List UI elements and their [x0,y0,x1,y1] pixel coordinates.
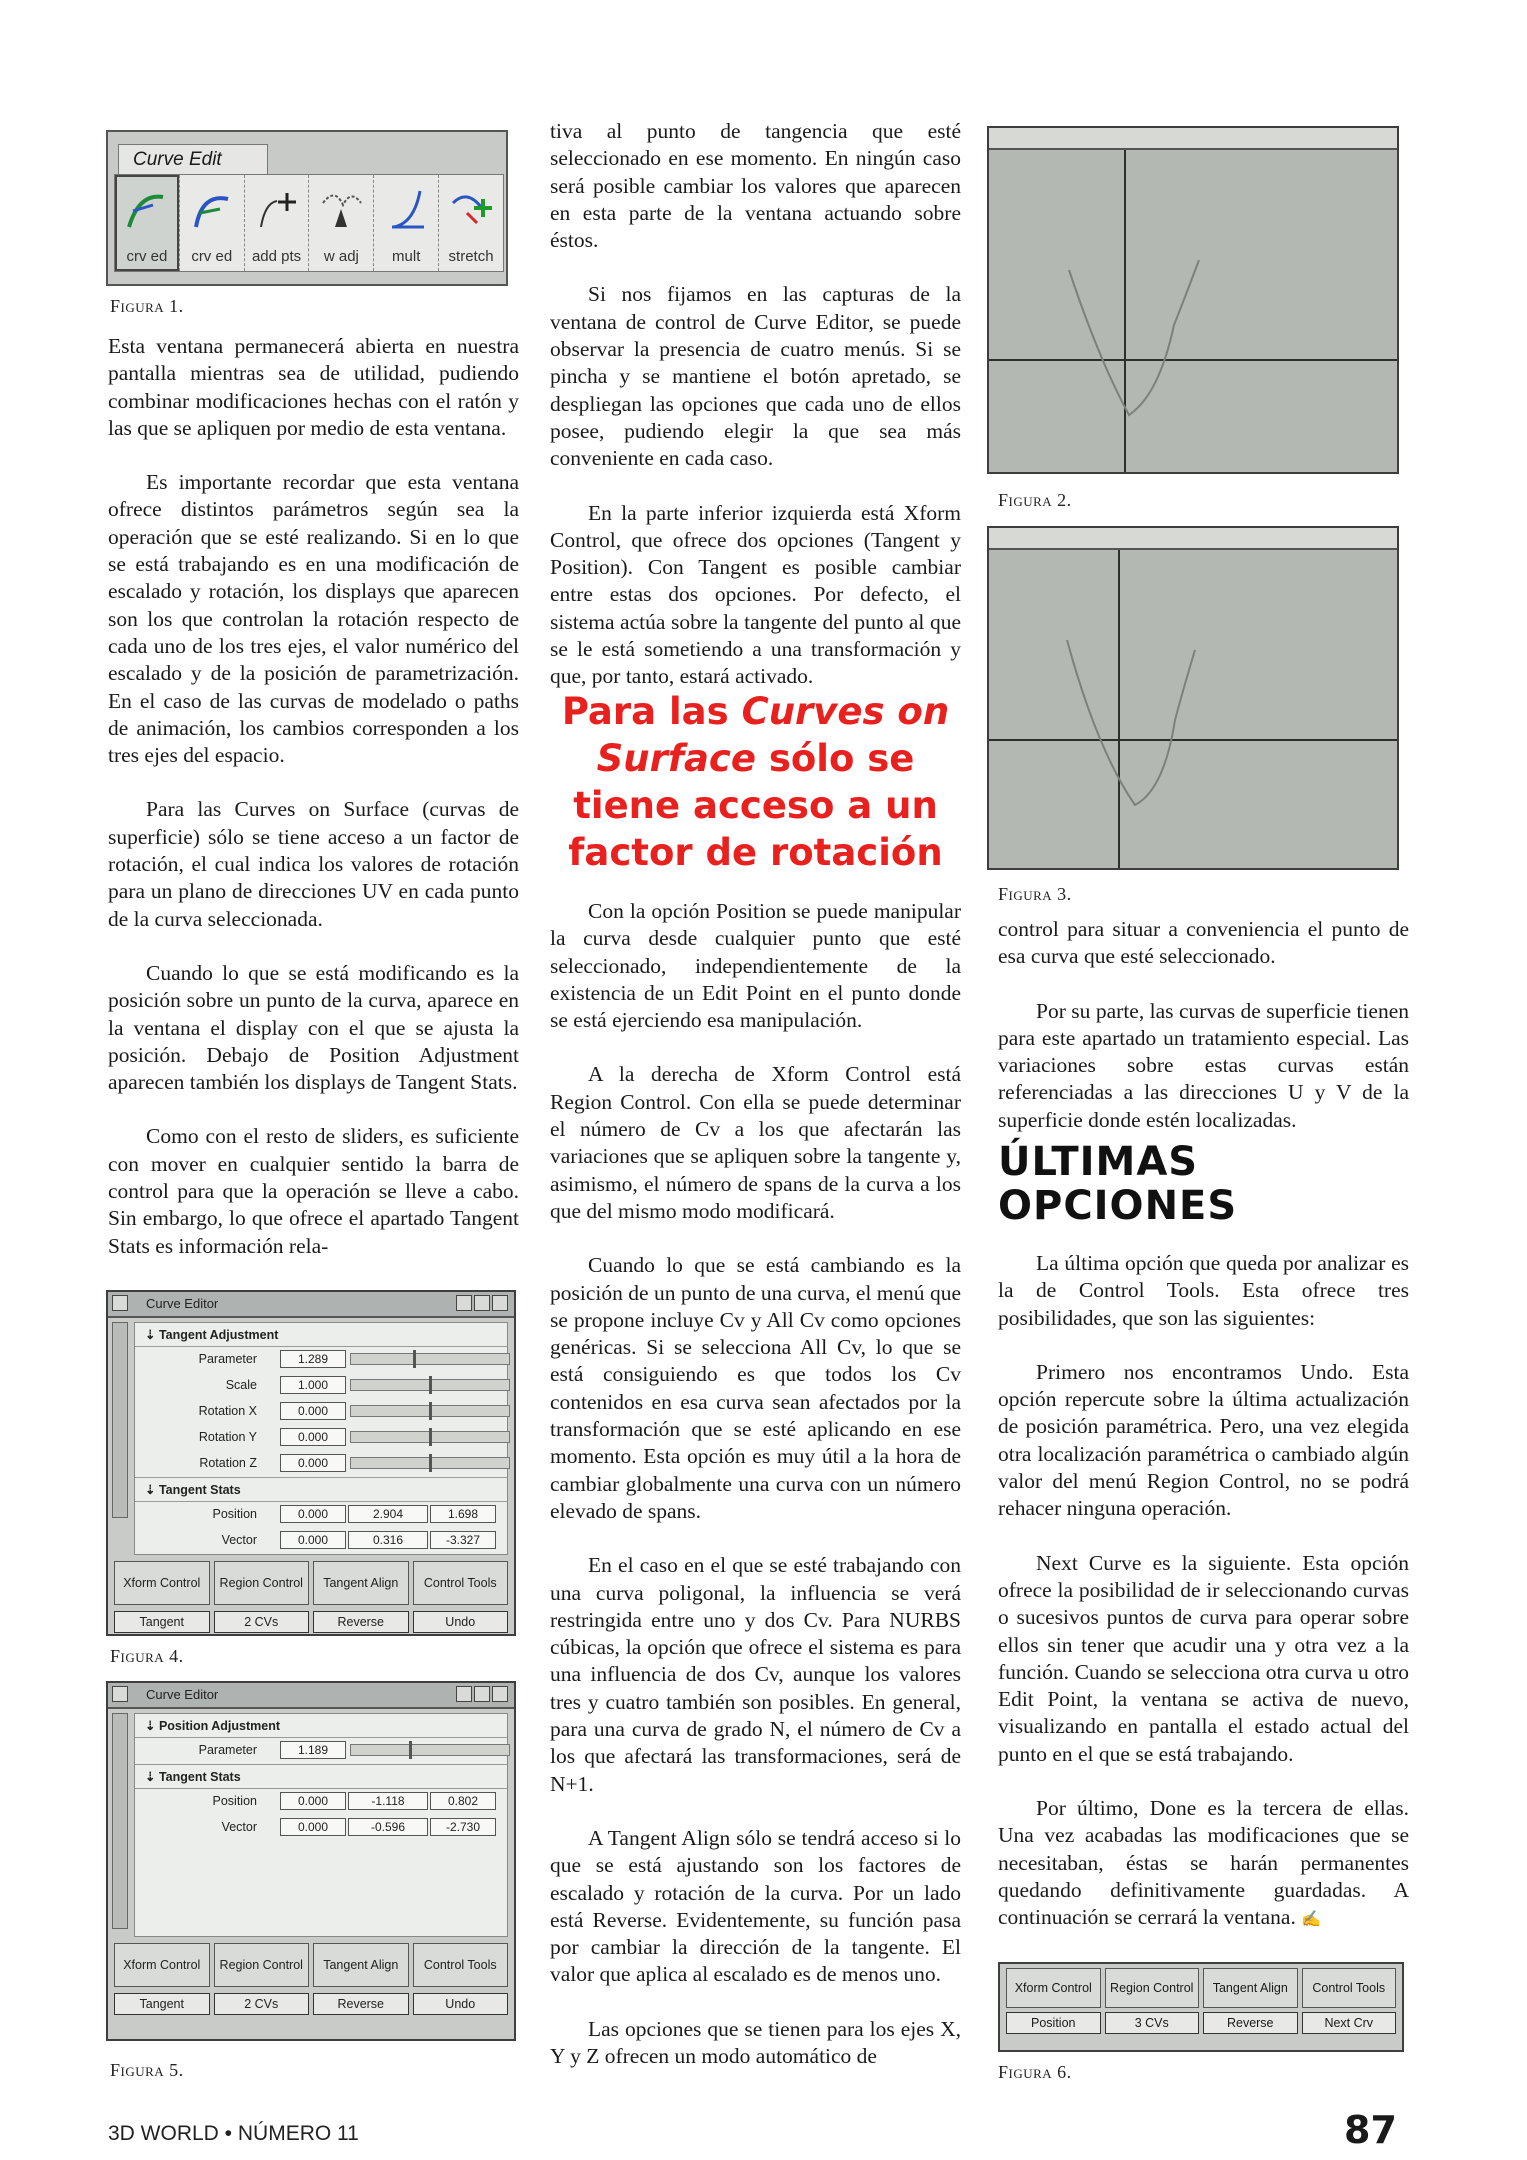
window-buttons [456,1295,508,1311]
viewport-canvas [989,150,1397,472]
control-tools-button[interactable]: Control Tools [413,1943,509,1987]
left-column-text [108,333,519,1260]
xform-control-button[interactable]: Xform Control [1006,1968,1101,2008]
parameter-slider[interactable] [350,1744,510,1756]
paragraph: Con la opción Position se puede manipular la curva desde cualquier punto que esté seleccionado, independientemente de la existencia de un Edit Point en el punto donde se está ejerciendo esa manipulación. [550,899,961,1033]
option-buttons [108,1611,514,1639]
vector-z-value: -2.730 [430,1818,496,1836]
rotation-x-row: Rotation X 0.000 [135,1399,507,1425]
stretch-tool[interactable]: stretch [439,175,503,271]
position-y-value: 2.904 [348,1505,428,1523]
figure-2-viewport [987,126,1399,474]
next-crv-option[interactable]: Next Crv [1302,2012,1397,2034]
paragraph: control para situar a conveniencia el punto de esa curva que esté seleccionado. [998,917,1409,969]
paragraph: Es importante recordar que esta ventana ofrece distintos parámetros según sea la operación que se esté realizando. Si en lo que se está trabajando es en una modificación de escalado y rotación, los displays que aparecen son los que controlan la rotación respecto de cada uno de los tres ejes, el valor numérico del escalado y de la posición de parametrización. En el caso de las curvas de modelado o paths de animación, los cambios corresponden a los tres ejes del espacio. [108,470,519,768]
middle-column-text-top [550,118,961,691]
menu-buttons [108,1937,514,1993]
crv-ed-tool[interactable]: crv ed [180,175,245,271]
vector-y-value: 0.316 [348,1531,428,1549]
window-buttons [456,1686,508,1702]
tangent-align-button[interactable]: Tangent Align [1203,1968,1298,2008]
position-x-value: 0.000 [280,1792,346,1810]
position-stats-row: Position 0.000 -1.118 0.802 [135,1789,507,1815]
viewport-canvas [989,550,1397,868]
rotation-y-field[interactable]: 0.000 [280,1428,346,1446]
weight-adjust-icon [317,183,367,237]
minimize-button[interactable] [474,1295,490,1311]
vector-x-value: 0.000 [280,1818,346,1836]
crv-ed-tool-selected[interactable]: crv ed [115,175,180,271]
cvs-option[interactable]: 2 CVs [214,1993,310,2015]
paragraph: A Tangent Align sólo se tendrá acceso si lo que se está ajustando son los factores de escalado y rotación de la curva. Por un lado está Reverse. Evidentemente, su función pasa por cambiar la dirección de la tangente. El valor que aplica al escalado es de menos uno. [550,1825,961,1987]
window-menu-icon[interactable] [112,1295,128,1311]
figure-1-curve-edit-shelf [106,130,508,286]
scale-slider[interactable] [350,1379,510,1391]
curve-edit-icon [188,183,238,237]
paragraph: Next Curve es la siguiente. Esta opción ofrece la posibilidad de ir seleccionando curvas o sucesivos puntos de curva para operar sobre ellos sin tener que acudir una y otra vez a la función. Cuando se selecciona otra curva u otro Edit Point, la ventana se activa de nuevo, visualizando en pantalla el estado actual del punto en el que se está trabajando. [998,1550,1409,1766]
reverse-option[interactable]: Reverse [1203,2012,1298,2034]
tangent-option[interactable]: Tangent [114,1611,210,1633]
parameter-panel [134,1713,508,1937]
control-tools-button[interactable]: Control Tools [413,1561,509,1605]
paragraph: Esta ventana permanecerá abierta en nuestra pantalla mientras sea de utilidad, pudiendo combinar modificaciones hechas con el ratón y las que se apliquen por medio de esta ventana. [108,334,519,440]
minimize-button[interactable] [474,1686,490,1702]
paragraph: Si nos fijamos en las capturas de la ventana de control de Curve Editor, se puede observar la presencia de cuatro menús. Si se pincha y se mantiene el botón apretado, se despliegan las opciones que cada uno de ellos posee, pudiendo elegir la que sea más conveniente en cada caso. [550,282,961,471]
figure-6-caption: Figura 6. [998,2062,1072,2082]
viewport-toolbar [989,528,1397,550]
window-title: Curve Editor [146,1687,219,1702]
rotation-z-field[interactable]: 0.000 [280,1454,346,1472]
pull-quote: Para las Curves on Surface sólo se tiene acceso a un factor de rotación [561,690,950,874]
figure-5-curve-editor-window [106,1681,516,2041]
control-tools-button[interactable]: Control Tools [1302,1968,1397,2008]
position-y-value: -1.118 [348,1792,428,1810]
cvs-option[interactable]: 2 CVs [214,1611,310,1633]
tangent-align-button[interactable]: Tangent Align [313,1943,409,1987]
paragraph: Por último, Done es la tercera de ellas. Una vez acabadas las modificaciones que se necesitaban, éstas se harán permanentes quedando definitivamente guardadas. A continuación se cerrará la ventana. ✍ [998,1796,1409,1930]
window-titlebar[interactable] [108,1683,514,1709]
scale-field[interactable]: 1.000 [280,1376,346,1394]
vector-x-value: 0.000 [280,1531,346,1549]
xform-control-button[interactable]: Xform Control [114,1943,210,1987]
rotation-x-field[interactable]: 0.000 [280,1402,346,1420]
maximize-button[interactable] [492,1295,508,1311]
window-menu-button[interactable] [456,1686,472,1702]
paragraph: Las opciones que se tienen para los ejes X, Y y Z ofrecen un modo automático de [550,2016,961,2068]
menu-buttons [1000,1964,1402,2012]
vector-y-value: -0.596 [348,1818,428,1836]
tangent-align-button[interactable]: Tangent Align [313,1561,409,1605]
tangent-adjustment-header[interactable]: ⇣ Tangent Adjustment [135,1323,507,1347]
shelf-tool-row [114,174,504,272]
figure-3-caption: Figura 3. [998,884,1072,904]
mult-tool[interactable]: mult [374,175,439,271]
figure-1-caption: Figura 1. [110,296,184,316]
paragraph: Cuando lo que se está cambiando es la posición de un punto de una curva, el menú que se propone incluye Cv y All Cv como opciones genéricas. Si se selecciona All Cv, lo que se está consiguiendo es que todos los Cv contenidos en esa curva sean afectados por la transformación que se esté aplicando en ese momento. Esta opción es muy útil a la hora de cambiar globalmente una curva con un número elevado de spans. [550,1253,961,1523]
paragraph: Primero nos encontramos Undo. Esta opción repercute sobre la última actualización de posición paramétrica. Pero, una vez elegida otra localización paramétrica o cambiado algún valor del menú Region Control, no se podrá rehacer ninguna operación. [998,1359,1409,1521]
section-heading: ÚLTIMAS OPCIONES [998,1139,1238,1229]
position-stats-row: Position 0.000 2.904 1.698 [135,1502,507,1528]
region-control-button[interactable]: Region Control [214,1561,310,1605]
scale-row: Scale 1.000 [135,1373,507,1399]
paragraph: Cuando lo que se está modificando es la posición sobre un punto de la curva, aparece en la ventana el display con el que se ajusta la posición. Debajo de Position Adjustment aparecen también los displays de Tangent Stats. [108,960,519,1095]
paragraph: A la derecha de Xform Control está Region Control. Con ella se puede determinar el número de Cv a los que afectarán las variaciones que se apliquen sobre la tangente y, asimismo, el número de spans de la curva a los que del mismo modo modificará. [550,1062,961,1223]
figure-4-curve-editor-window [106,1290,516,1636]
undo-option[interactable]: Undo [413,1993,509,2015]
figure-5-caption: Figura 5. [110,2060,184,2080]
window-titlebar[interactable] [108,1292,514,1318]
paragraph: La última opción que queda por analizar es la de Control Tools. Esta ofrece tres posibilidades, que son las siguientes: [998,1251,1409,1330]
parameter-row: Parameter 1.289 [135,1347,507,1373]
parameter-field[interactable]: 1.289 [280,1350,346,1368]
pencil-end-mark-icon: ✍ [1301,1911,1322,1929]
paragraph: Como con el resto de sliders, es suficiente con mover en cualquier sentido la barra de control para que la operación se lleve a cabo. Sin embargo, lo que ofrece el apartado Tangent Stats es información rela- [108,1124,519,1258]
rotation-z-row: Rotation Z 0.000 [135,1451,507,1477]
middle-column-text-bottom [550,898,961,2070]
menu-buttons [108,1555,514,1611]
position-adjustment-header[interactable]: ⇣ Position Adjustment [135,1714,507,1738]
window-title: Curve Editor [146,1296,219,1311]
shelf-tab-curve-edit[interactable]: Curve Edit [118,144,268,174]
window-menu-icon[interactable] [112,1686,128,1702]
figure-6-control-panel [998,1962,1404,2052]
add-points-icon [253,183,303,237]
figure-4-caption: Figura 4. [110,1646,184,1666]
rotation-y-slider[interactable] [350,1431,510,1443]
paragraph: En el caso en el que se esté trabajando con una curva poligonal, la influencia se verá restringida entre uno y dos Cv. Para NURBS cúbicas, la opción que ofrece el sistema es para una influencia de dos Cv, aunque los valores tres y cuatro también son posibles. En general, para una curva de grado N, el número de Cv a los que afectará las transformaciones, será de N+1. [550,1553,961,1796]
rotation-z-slider[interactable] [350,1457,510,1469]
parameter-panel [134,1322,508,1555]
window-menu-button[interactable] [456,1295,472,1311]
page-number: 87 [1344,2108,1397,2152]
cvs-option[interactable]: 3 CVs [1105,2012,1200,2034]
rotation-y-row: Rotation Y 0.000 [135,1425,507,1451]
vector-stats-row: Vector 0.000 0.316 -3.327 [135,1528,507,1554]
tangent-stats-header[interactable]: ⇣ Tangent Stats [135,1477,507,1502]
paragraph: Para las Curves on Surface (curvas de superficie) sólo se tiene acceso a un factor de rotación, el cual indica los valores de rotación para un plano de direcciones UV en cada punto de la curva seleccionada. [108,797,519,931]
undo-option[interactable]: Undo [413,1611,509,1633]
figure-3-viewport [987,526,1399,870]
reverse-option[interactable]: Reverse [313,1993,409,2015]
curve-edit-icon [123,183,173,237]
xform-control-button[interactable]: Xform Control [114,1561,210,1605]
parameter-slider[interactable] [350,1353,510,1365]
parameter-row: Parameter 1.189 [135,1738,507,1764]
tangent-stats-header[interactable]: ⇣ Tangent Stats [135,1764,507,1789]
right-column-text-top [998,916,1409,1134]
paragraph: tiva al punto de tangencia que esté seleccionado en ese momento. En ningún caso será posible cambiar los valores que aparecen en esta parte de la ventana actuando sobre éstos. [550,119,961,253]
maximize-button[interactable] [492,1686,508,1702]
tangent-option[interactable]: Tangent [114,1993,210,2015]
vector-z-value: -3.327 [430,1531,496,1549]
paragraph: Por su parte, las curvas de superficie tienen para este apartado un tratamiento especial. Las variaciones sobre estas curvas están referenciadas a las direcciones U y V de la superficie donde estén localizadas. [998,998,1409,1132]
parameter-field[interactable]: 1.189 [280,1741,346,1759]
viewport-toolbar [989,128,1397,150]
reverse-option[interactable]: Reverse [313,1611,409,1633]
position-x-value: 0.000 [280,1505,346,1523]
publication-footer: 3D WORLD • NÚMERO 11 [108,2122,359,2145]
position-option[interactable]: Position [1006,2012,1101,2034]
w-adj-tool[interactable]: w adj [309,175,374,271]
region-control-button[interactable]: Region Control [1105,1968,1200,2008]
multiplicity-icon [382,183,432,237]
position-z-value: 1.698 [430,1505,496,1523]
figure-2-caption: Figura 2. [998,490,1072,510]
region-control-button[interactable]: Region Control [214,1943,310,1987]
vector-stats-row: Vector 0.000 -0.596 -2.730 [135,1815,507,1841]
option-buttons [1000,2012,1402,2040]
stretch-icon [447,183,497,237]
paragraph: En la parte inferior izquierda está Xform Control, que ofrece dos opciones (Tangent y Position). Con Tangent es posible cambiar entre estas dos opciones. Por defecto, el sistema actúa sobre la tangente del punto al que se le está sometiendo a una transformación y que, por tanto, estará activado. [550,500,961,689]
rotation-x-slider[interactable] [350,1405,510,1417]
right-column-text-bottom [998,1250,1409,1934]
add-pts-tool[interactable]: add pts [245,175,310,271]
option-buttons [108,1993,514,2021]
position-z-value: 0.802 [430,1792,496,1810]
